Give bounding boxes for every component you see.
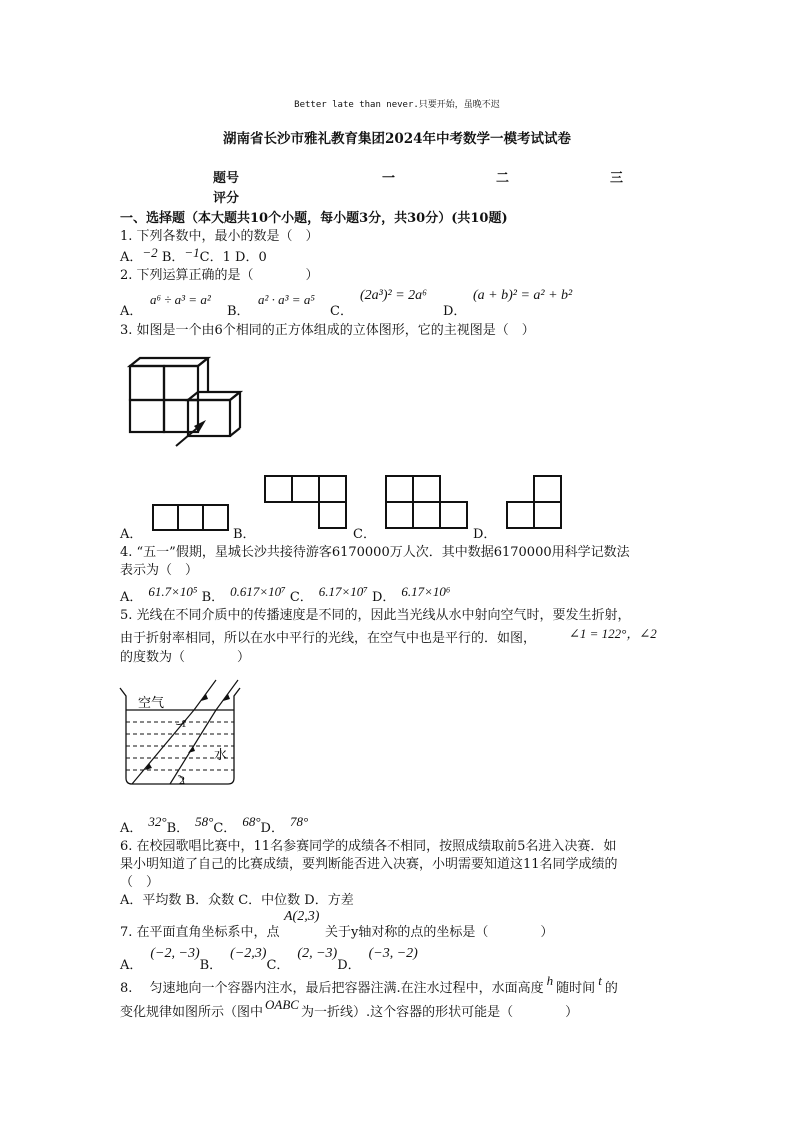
q2-option-b-expr: a² · a³ = a⁵ (258, 292, 315, 307)
score-table-col2: 二 (496, 171, 510, 186)
q7-option-c-value: (2, −3) (297, 946, 338, 961)
motto-header: Better late than never.只要开始，虽晚不迟 (294, 100, 500, 110)
q6-stem-line2: 果小明知道了自己的比赛成绩，要判断能否进入决赛，小明需要知道这11名同学成绩的 (120, 857, 618, 872)
q7-option-b-value: (−2,3) (230, 946, 267, 961)
q8-stem2-part1: 变化规律如图所示（图中 (120, 1005, 264, 1020)
q8-stem-part2: 随时间 (556, 981, 596, 996)
q2-option-d-letter: D． (443, 304, 467, 319)
q7-option-d-value: (−3, −2) (368, 946, 418, 961)
q4-option-d-expr: 6.17×10⁶ (401, 584, 451, 599)
q6-stem-line3: （ ） (120, 875, 160, 890)
q8-oabc: OABC (265, 997, 299, 1012)
q8-stem-part1: 8. 匀速地向一个容器内注水，最后把容器注满.在注水过程中，水面高度 (120, 981, 544, 996)
q3-solid-figure (120, 352, 250, 452)
q5-fig-water-label: 水 (214, 747, 228, 762)
q2-option-c-expr: (2a³)² = 2a⁶ (360, 288, 428, 303)
exam-title: 湖南省长沙市雅礼教育集团2024年中考数学一模考试试卷 (222, 131, 572, 147)
q5-options (120, 814, 309, 836)
q7-options (120, 946, 418, 974)
q8-stem2-part2: 为一折线）.这个容器的形状可能是（ ） (300, 1005, 579, 1020)
q1-option-d-value: 0 (258, 250, 267, 265)
q3-stem: 3. 如图是一个由6个相同的正方体组成的立体图形，它的主视图是（ ） (120, 323, 535, 338)
q3-option-c-figure (384, 474, 474, 532)
q2-option-c-letter: C． (330, 304, 353, 319)
q2-option-b-letter: B． (227, 304, 250, 319)
q4-options (120, 586, 450, 605)
score-table-col3: 三 (610, 171, 624, 186)
q4-option-a-letter: A． (120, 590, 143, 605)
q7-point: A(2,3) (284, 909, 320, 924)
q1-option-b-value: −1 (184, 245, 200, 260)
q8-stem-line2 (120, 997, 579, 1020)
q6-stem-line1: 6. 在校园歌唱比赛中，11名参赛同学的成绩各不相同，按照成绩取前5名进入决赛．如 (120, 839, 617, 854)
q1-option-c-value: 1 (222, 250, 231, 265)
q5-option-c-letter: C． (213, 821, 237, 836)
q4-option-b-expr: 0.617×10⁷ (230, 584, 286, 599)
q5-stem-line1: 5. 光线在不同介质中的传播速度是不同的，因此当光线从水中射向空气时，要发生折射， (120, 608, 631, 623)
q7-option-a-value: (−2, −3) (150, 946, 200, 961)
q3-option-a-letter: A． (120, 527, 143, 542)
q5-fig-angle2-label: 2 (179, 773, 185, 787)
q4-option-a-expr: 61.7×10⁵ (148, 584, 198, 599)
q3-option-a-figure (152, 503, 232, 533)
q7-option-a-letter: A． (120, 958, 143, 973)
q1-option-a-value: −2 (142, 245, 158, 260)
q5-fig-air-label: 空气 (138, 695, 165, 710)
q5-option-b-letter: B． (166, 821, 190, 836)
q3-option-b-letter: B． (233, 527, 256, 542)
section-heading: 一、选择题（本大题共10个小题，每小题3分，共30分）(共10题) (120, 211, 508, 226)
score-table-row2-label: 评分 (213, 191, 240, 206)
q7-option-d-letter: D． (337, 958, 361, 973)
q5-option-d-value: 78° (289, 814, 309, 829)
q5-option-a-letter: A． (120, 821, 143, 836)
q7-stem-part1: 7. 在平面直角坐标系中，点 (120, 925, 280, 940)
q5-option-d-letter: D． (260, 821, 284, 836)
q1-stem: 1. 下列各数中，最小的数是（ ） (120, 229, 319, 244)
q8-var-h: h (546, 973, 554, 988)
q7-option-b-letter: B． (199, 958, 223, 973)
q7-option-c-letter: C． (266, 958, 290, 973)
q6-options: A．平均数 B．众数 C．中位数 D．方差 (120, 893, 354, 908)
q7-stem-part2: 关于y轴对称的点的坐标是（ ） (325, 925, 554, 940)
q3-option-d-letter: D． (473, 527, 497, 542)
q5-refraction-figure (118, 680, 248, 788)
q2-option-a-expr: a⁶ ÷ a³ = a² (150, 292, 211, 307)
q1-options (120, 246, 267, 265)
q4-stem-line1: 4. “五一”假期，星城长沙共接待游客6170000万人次．其中数据6170000用科学记数法 (120, 545, 630, 560)
q3-option-b-figure (263, 474, 353, 532)
q4-option-c-letter: C． (289, 590, 313, 605)
q1-option-c-letter: C． (199, 250, 223, 265)
score-table-row1-label: 题号 (213, 171, 240, 186)
score-table-col1: 一 (382, 171, 396, 186)
q4-option-d-letter: D． (371, 590, 396, 605)
q3-option-c-letter: C． (353, 527, 376, 542)
q4-option-b-letter: B． (201, 590, 225, 605)
q8-stem-line1 (120, 973, 618, 996)
q5-option-b-value: 58° (195, 814, 214, 829)
q1-option-b-letter: B． (161, 250, 185, 265)
q1-option-a-letter: A． (120, 250, 143, 265)
q4-option-c-expr: 6.17×10⁷ (318, 584, 368, 599)
q2-stem: 2. 下列运算正确的是（ ） (120, 268, 319, 283)
q5-option-c-value: 68° (242, 814, 261, 829)
q5-stem-line3: 的度数为（ ） (120, 650, 251, 665)
q2-option-d-expr: (a + b)² = a² + b² (473, 288, 573, 303)
q5-option-a-value: 32° (148, 814, 167, 829)
q3-option-d-figure (505, 474, 565, 532)
q2-option-a-letter: A． (120, 304, 143, 319)
q8-stem-part3: 的 (604, 981, 618, 996)
q5-stem-line2: 由于折射率相同，所以在水中平行的光线，在空气中也是平行的．如图， (120, 631, 537, 646)
q4-stem-line2: 表示为（ ） (120, 563, 199, 578)
q5-angle-expr: ∠1 = 122°，∠2 (569, 626, 657, 641)
q1-option-d-letter: D． (235, 250, 259, 265)
q8-var-t: t (598, 973, 602, 988)
q5-fig-angle1-label: 1 (181, 718, 187, 730)
